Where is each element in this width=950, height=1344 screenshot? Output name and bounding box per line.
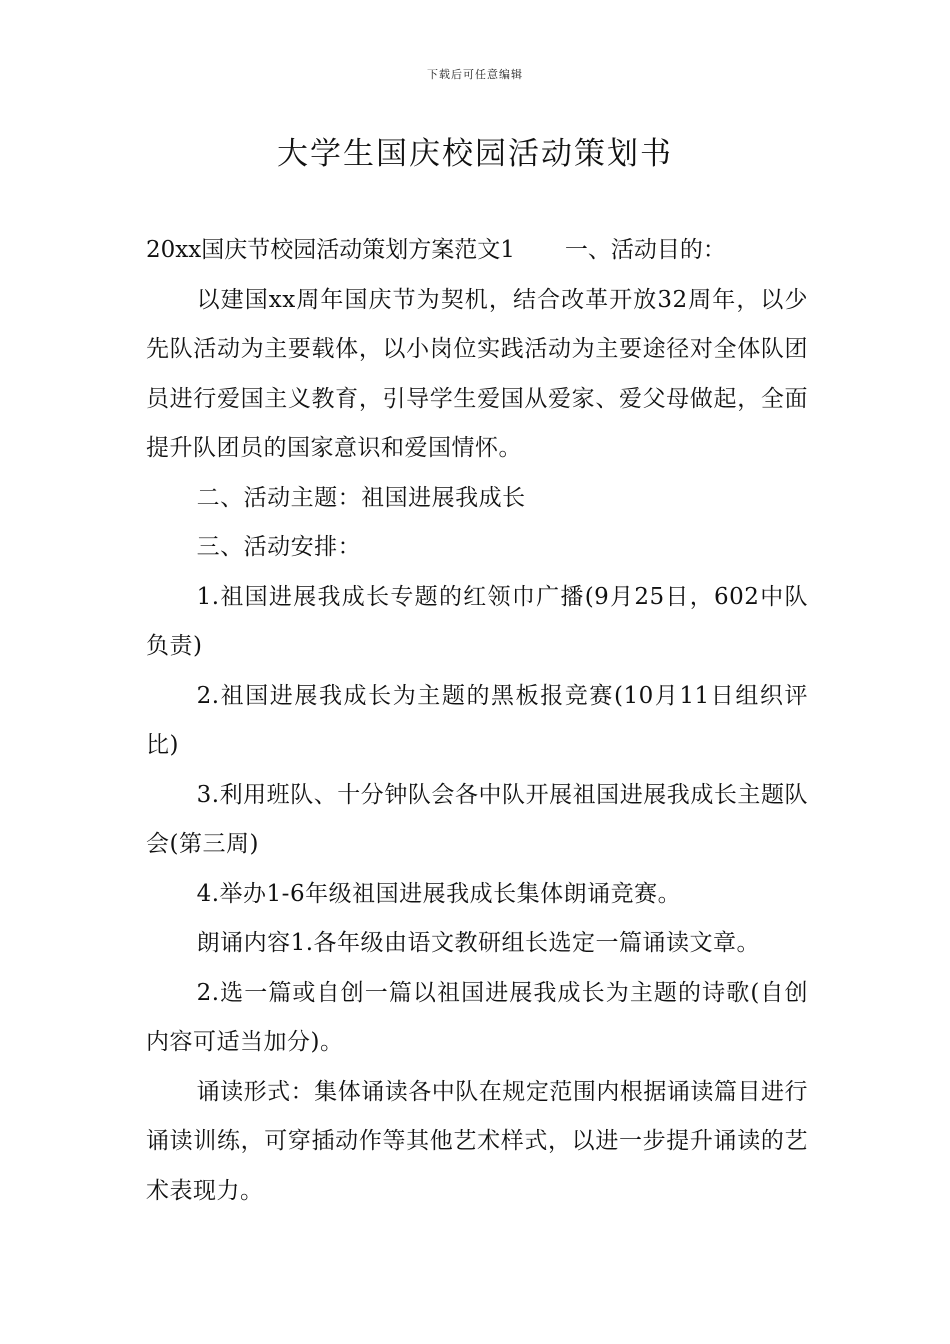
paragraph-recital-content: 朗诵内容1.各年级由语文教研组长选定一篇诵读文章。 xyxy=(196,930,761,956)
document-body xyxy=(146,226,808,1216)
section-heading-arrangement: 三、活动安排： xyxy=(196,534,362,560)
intro-left-text: 20xx国庆节校园活动策划方案范文1 xyxy=(146,237,515,263)
paragraph-recital-option: 2.选一篇或自创一篇以祖国进展我成长为主题的诗歌(自创内容可适当加分)。 xyxy=(146,979,808,1055)
document-title: 大学生国庆校园活动策划书 xyxy=(277,136,673,172)
header-note: 下载后可任意编辑 xyxy=(427,68,523,81)
list-item-2: 2.祖国进展我成长为主题的黑板报竞赛(10月11日组织评比) xyxy=(146,682,808,758)
list-item-4: 4.举办1-6年级祖国进展我成长集体朗诵竞赛。 xyxy=(196,880,682,907)
section-heading-theme: 二、活动主题：祖国进展我成长 xyxy=(196,484,526,511)
section-heading-purpose: 一、活动目的： xyxy=(564,237,726,263)
list-item-1: 1.祖国进展我成长专题的红领巾广播(9月25日，602中队负责) xyxy=(146,583,808,659)
paragraph-recital-format: 诵读形式：集体诵读各中队在规定范围内根据诵读篇目进行诵读训练，可穿插动作等其他艺术样式，以进一步提升诵读的艺术表现力。 xyxy=(146,1078,808,1204)
intro-line xyxy=(146,226,808,276)
list-item-3: 3.利用班队、十分钟队会各中队开展祖国进展我成长主题队会(第三周) xyxy=(146,781,808,857)
paragraph-purpose: 以建国xx周年国庆节为契机，结合改革开放32周年，以少先队活动为主要载体，以小岗位实践活动为主要途径对全体队团员进行爱国主义教育，引导学生爱国从爱家、爱父母做起，全面提升队团员的国家意识和爱国情怀。 xyxy=(146,286,808,461)
